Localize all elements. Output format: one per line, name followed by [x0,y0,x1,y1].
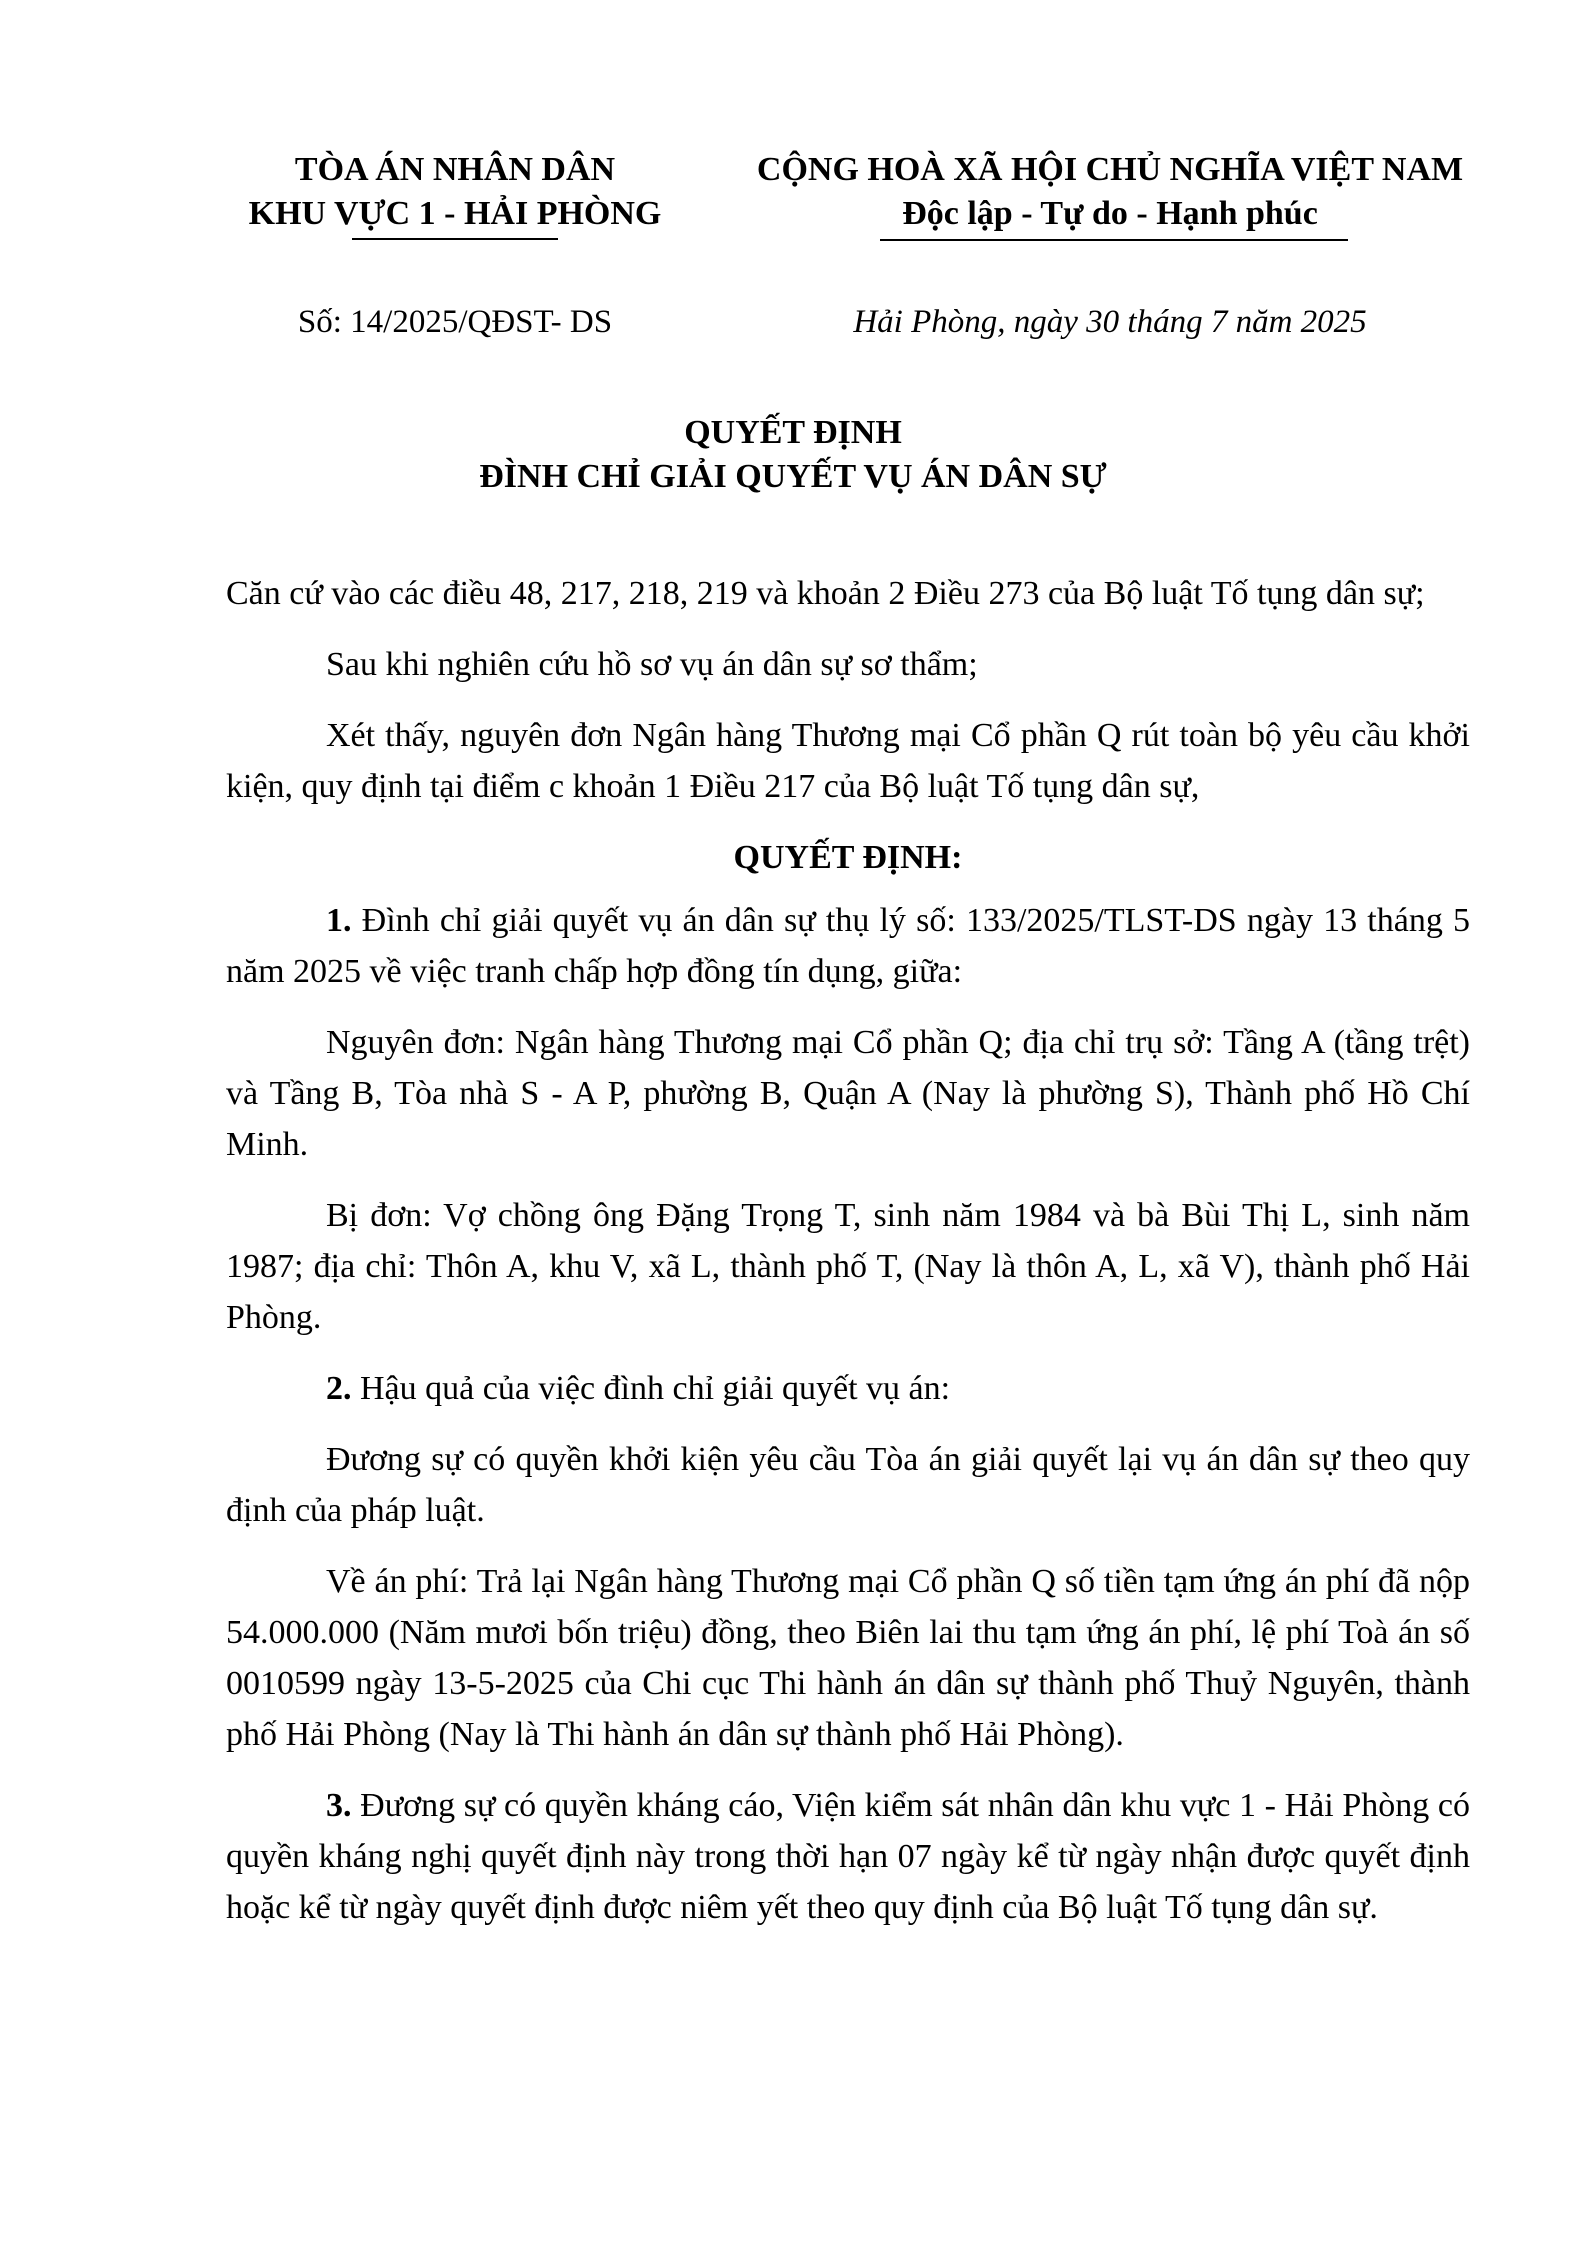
national-header [730,148,1490,236]
document-body [226,568,1470,1953]
plaintiff-paragraph: Nguyên đơn: Ngân hàng Thương mại Cổ phần Q; địa chỉ trụ sở: Tầng A (tầng trệt) và Tầng B, Tòa nhà S - A P, phường B, Quận A (Nay là phường S), Thành phố Hồ Chí Minh. [226,1024,1470,1163]
item-2-text: Hậu quả của việc đình chỉ giải quyết vụ án: [351,1370,951,1407]
item-3-paragraph [226,1780,1470,1933]
court-region: KHU VỰC 1 - HẢI PHÒNG [248,195,662,232]
right-to-sue-paragraph: Đương sự có quyền khởi kiện yêu cầu Tòa án giải quyết lại vụ án dân sự theo quy định của pháp luật. [226,1441,1470,1529]
title-line-1: QUYẾT ĐỊNH [684,414,902,451]
title-line-2: ĐÌNH CHỈ GIẢI QUYẾT VỤ ÁN DÂN SỰ [479,458,1107,495]
item-3-text: Đương sự có quyền kháng cáo, Viện kiểm sát nhân dân khu vực 1 - Hải Phòng có quyền kháng nghị quyết định này trong thời hạn 07 ngày kể từ ngày nhận được quyết định hoặc kể từ ngày quyết định được niêm yết theo quy định của Bộ luật Tố tụng dân sự. [226,1787,1470,1926]
item-1-text: Đình chỉ giải quyết vụ án dân sự thụ lý số: 133/2025/TLST-DS ngày 13 tháng 5 năm 2025 về việc tranh chấp hợp đồng tín dụng, giữa: [226,902,1470,990]
court-fee-paragraph: Về án phí: Trả lại Ngân hàng Thương mại Cổ phần Q số tiền tạm ứng án phí đã nộp 54.000.000 (Năm mươi bốn triệu) đồng, theo Biên lai thu tạm ứng án phí, lệ phí Toà án số 0010599 ngày 13-5-2025 của Chi cục Thi hành án dân sự thành phố Thuỷ Nguyên, thành phố Hải Phòng (Nay là Thi hành án dân sự thành phố Hải Phòng). [226,1563,1470,1753]
court-header [210,148,700,236]
defendant-paragraph: Bị đơn: Vợ chồng ông Đặng Trọng T, sinh năm 1984 và bà Bùi Thị L, sinh năm 1987; địa chỉ: Thôn A, khu V, xã L, thành phố T, (Nay là thôn A, L, xã V), thành phố Hải Phòng. [226,1197,1470,1336]
item-1-number: 1. [326,902,352,939]
study-paragraph: Sau khi nghiên cứu hồ sơ vụ án dân sự sơ thẩm; [326,646,978,683]
document-title [0,411,1586,499]
item-3-number: 3. [326,1787,352,1824]
court-header-underline [352,238,558,240]
document-number: Số: 14/2025/QĐST- DS [297,304,613,340]
country-name: CỘNG HOÀ XÃ HỘI CHỦ NGHĨA VIỆT NAM [756,151,1464,188]
considering-paragraph: Xét thấy, nguyên đơn Ngân hàng Thương mại Cổ phần Q rút toàn bộ yêu cầu khởi kiện, quy định tại điểm c khoản 1 Điều 217 của Bộ luật Tố tụng dân sự, [226,717,1470,805]
item-2-paragraph [226,1363,1470,1414]
national-motto: Độc lập - Tự do - Hạnh phúc [902,195,1318,232]
national-motto-underline [880,239,1348,241]
item-1-paragraph [226,895,1470,997]
legal-basis-paragraph: Căn cứ vào các điều 48, 217, 218, 219 và khoản 2 Điều 273 của Bộ luật Tố tụng dân sự; [226,575,1425,612]
decision-heading: QUYẾT ĐỊNH: [733,839,963,876]
item-2-number: 2. [326,1370,352,1407]
court-name: TÒA ÁN NHÂN DÂN [294,151,616,188]
document-date: Hải Phòng, ngày 30 tháng 7 năm 2025 [853,304,1367,340]
